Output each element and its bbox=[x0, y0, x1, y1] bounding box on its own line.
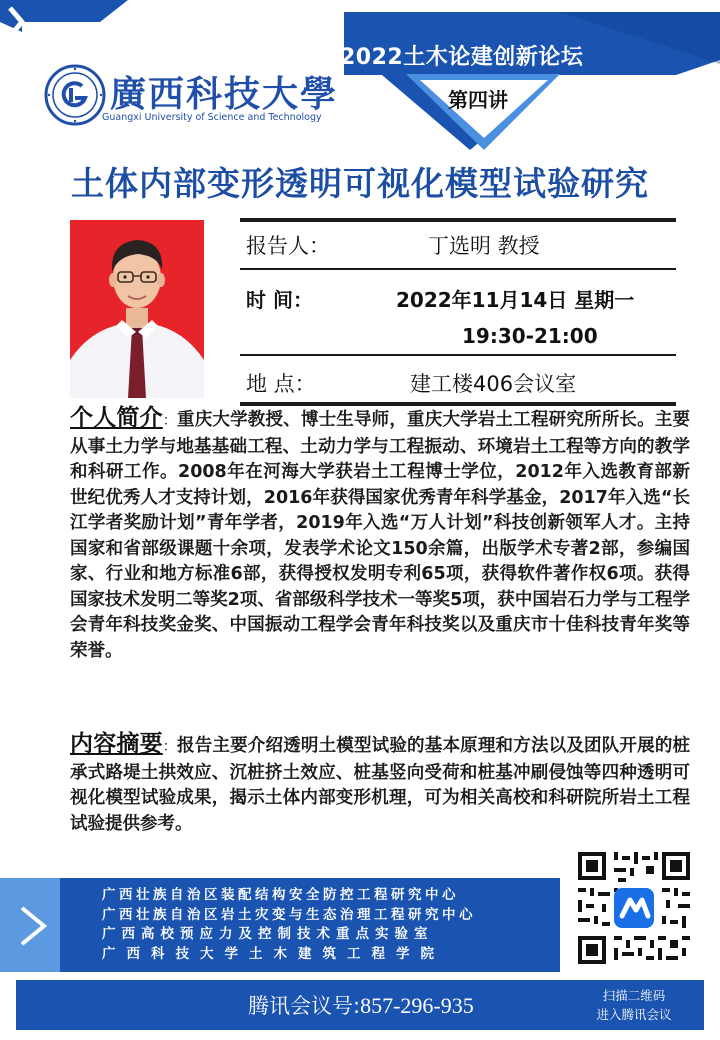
university-name-cn: 廣西科技大學 bbox=[110, 73, 339, 115]
bio-section bbox=[70, 406, 690, 664]
speaker-value: 丁选明 教授 bbox=[428, 234, 540, 258]
info-rule-middle-2 bbox=[240, 354, 676, 356]
organizer-line: 广西科技大学土木建筑工程学院 bbox=[102, 945, 445, 962]
meeting-id bbox=[248, 990, 474, 1020]
place-value: 建工楼406会议室 bbox=[410, 372, 577, 396]
info-rule-top bbox=[240, 218, 676, 222]
talk-title: 土体内部变形透明可视化模型试验研究 bbox=[71, 164, 649, 203]
organizer-line: 广西壮族自治区岩土灾变与生态治理工程研究中心 bbox=[102, 906, 476, 923]
time-range: 19:30-21:00 bbox=[462, 324, 598, 348]
abstract-heading: 内容摘要 bbox=[70, 731, 163, 757]
forum-title: 2022土木论建创新论坛 bbox=[340, 45, 584, 70]
meeting-number: 857-296-935 bbox=[360, 993, 474, 1018]
bio-text: 重庆大学教授、博士生导师，重庆大学岩土工程研究所所长。主要从事土力学与地基基础工程、土动力学与工程振动、环境岩土工程等方向的教学和科研工作。2008年在河海大学获岩土工程博士学位，2012年入选教育部新世纪优秀人才支持计划，2016年获得国家优秀青年科学基金，2017年入选“长江学者奖励计划”青年学者，2019年入选“万人计划”科技创新领军人才。主持国家和省部级课题十余项，发表学术论文150余篇，出版学术专著2部，参编国家、行业和地方标准6部，获得授权发明专利65项，获得软件著作权6项。获得国家技术发明二等奖2项、省部级科学技术一等奖5项，获中国岩石力学与工程学会青年科技奖金奖、中国振动工程学会青年科技奖以及重庆市十佳科技青年奖等荣誉。 bbox=[70, 410, 691, 661]
info-rule-middle-1 bbox=[240, 268, 676, 270]
bio-heading: 个人简介 bbox=[70, 405, 163, 431]
abstract-section bbox=[70, 732, 690, 837]
meeting-label: 腾讯会议号: bbox=[248, 994, 361, 1018]
organizer-list bbox=[102, 886, 542, 964]
lecture-number: 第四讲 bbox=[448, 88, 508, 112]
speaker-photo bbox=[70, 220, 204, 398]
scan-note-line-1: 扫描二维码 bbox=[602, 988, 666, 1003]
scan-note bbox=[574, 986, 694, 1024]
time-date: 2022年11月14日 星期一 bbox=[396, 288, 635, 312]
speaker-label: 报告人： bbox=[246, 234, 330, 258]
organizer-line: 广西壮族自治区装配结构安全防控工程研究中心 bbox=[102, 887, 459, 903]
place-label: 地 点： bbox=[246, 372, 316, 396]
abstract-text: 报告主要介绍透明土模型试验的基本原理和方法以及团队开展的桩承式路堤土拱效应、沉桩挤土效应、桩基竖向受荷和桩基冲刷侵蚀等四种透明可视化模型试验成果，揭示土体内部变形机理，可为相关高校和科研院所岩土工程试验提供参考。 bbox=[70, 736, 691, 834]
time-label: 时 间： bbox=[246, 288, 313, 312]
bio-heading-colon: ： bbox=[162, 413, 177, 429]
organizer-line: 广西高校预应力及控制技术重点实验室 bbox=[102, 926, 434, 942]
university-seal-icon bbox=[44, 64, 106, 126]
meeting-qr-code[interactable] bbox=[574, 848, 694, 968]
university-logo bbox=[44, 64, 344, 128]
abstract-heading-colon: ： bbox=[162, 739, 177, 755]
university-name-en: Guangxi University of Science and Technology bbox=[102, 112, 322, 123]
scan-note-line-2: 进入腾讯会议 bbox=[596, 1007, 672, 1022]
